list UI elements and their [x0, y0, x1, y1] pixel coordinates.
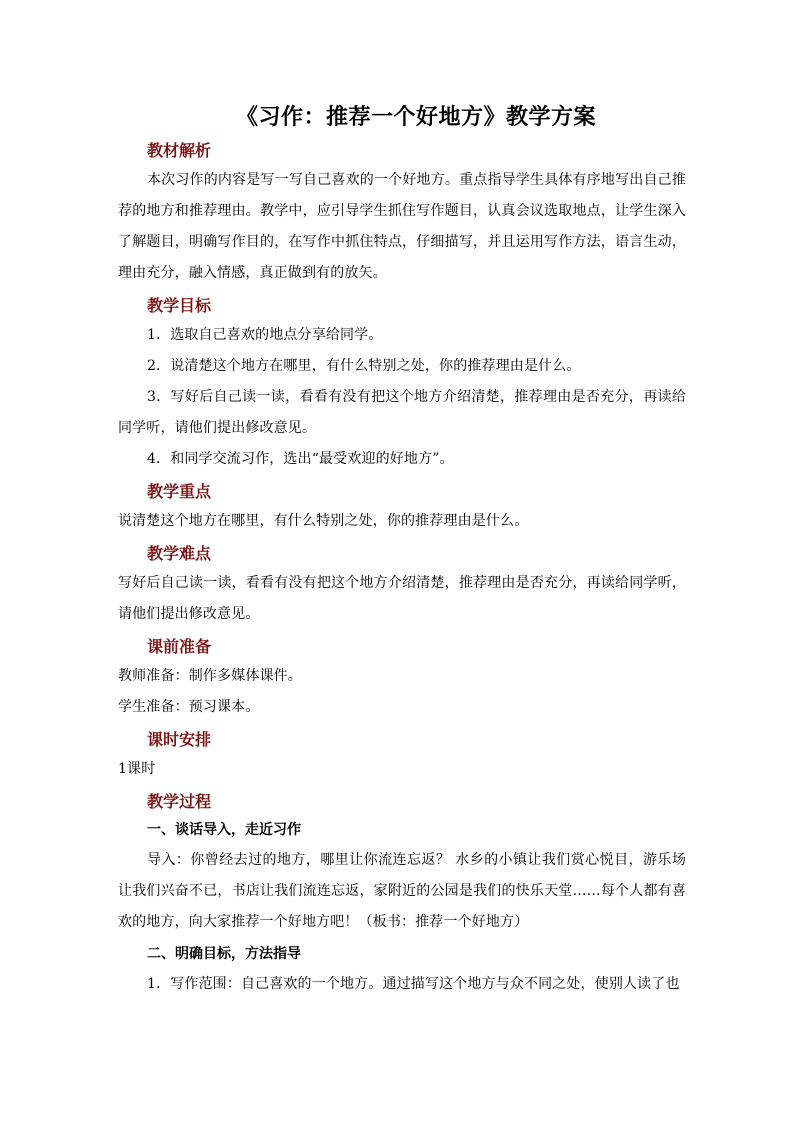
section-heading-difficulties: 教学难点 — [147, 544, 212, 563]
student-preparation: 学生准备：预习课本。 — [118, 699, 260, 715]
process-step-1-text: 导入：你曾经去过的地方，哪里让你流连忘返？ 水乡的小镇让我们赏心悦目，游乐场让我们兴奋不已，书店让我们流连忘返，家附近的公园是我们的快乐天堂……每个人都有喜欢的地方，向大家推荐一个好地方吧！（板书：推荐一个好地方） — [118, 852, 686, 930]
key-points-paragraph: 说清楚这个地方在哪里，有什么特别之处，你的推荐理由是什么。 — [118, 513, 529, 529]
process-step-1-heading: 一、谈话导入，走近习作 — [147, 822, 301, 838]
goal-item-3: 3．写好后自己读一读，看看有没有把这个地方介绍清楚，推荐理由是否充分，再读给同学听，请他们提出修改意见。 — [118, 389, 686, 436]
teacher-preparation: 教师准备：制作多媒体课件。 — [118, 668, 302, 684]
section-heading-preparation: 课前准备 — [147, 637, 212, 656]
goal-item-2: 2．说清楚这个地方在哪里，有什么特别之处，你的推荐理由是什么。 — [147, 358, 581, 374]
section-heading-key-points: 教学重点 — [147, 482, 212, 501]
document-page — [118, 102, 686, 1000]
goal-item-4: 4．和同学交流习作，选出“最受欢迎的好地方”。 — [147, 451, 454, 467]
schedule-text: 1课时 — [118, 761, 156, 777]
process-step-2-heading: 二、明确目标，方法指导 — [147, 946, 301, 962]
section-heading-process: 教学过程 — [147, 792, 212, 811]
difficulties-paragraph: 写好后自己读一读，看看有没有把这个地方介绍清楚，推荐理由是否充分，再读给同学听，请他们提出修改意见。 — [118, 575, 686, 622]
document-title: 《习作：推荐一个好地方》教学方案 — [236, 104, 597, 130]
process-step-2-item-1: 1．写作范围：自己喜欢的一个地方。通过描写这个地方与众不同之处，使别人读了也 — [147, 976, 680, 992]
material-paragraph: 本次习作的内容是写一写自己喜欢的一个好地方。重点指导学生具体有序地写出自己推荐的地方和推荐理由。教学中，应引导学生抓住写作题目，认真会议选取地点，让学生深入了解题目，明确写作目的，在写作中抓住特点，仔细描写，并且运用写作方法，语言生动，理由充分，融入情感，真正做到有的放矢。 — [118, 172, 686, 281]
section-heading-goals: 教学目标 — [147, 296, 212, 315]
section-heading-schedule: 课时安排 — [147, 730, 212, 749]
section-heading-material: 教材解析 — [147, 141, 212, 160]
goal-item-1: 1．选取自己喜欢的地点分享给同学。 — [147, 327, 383, 343]
